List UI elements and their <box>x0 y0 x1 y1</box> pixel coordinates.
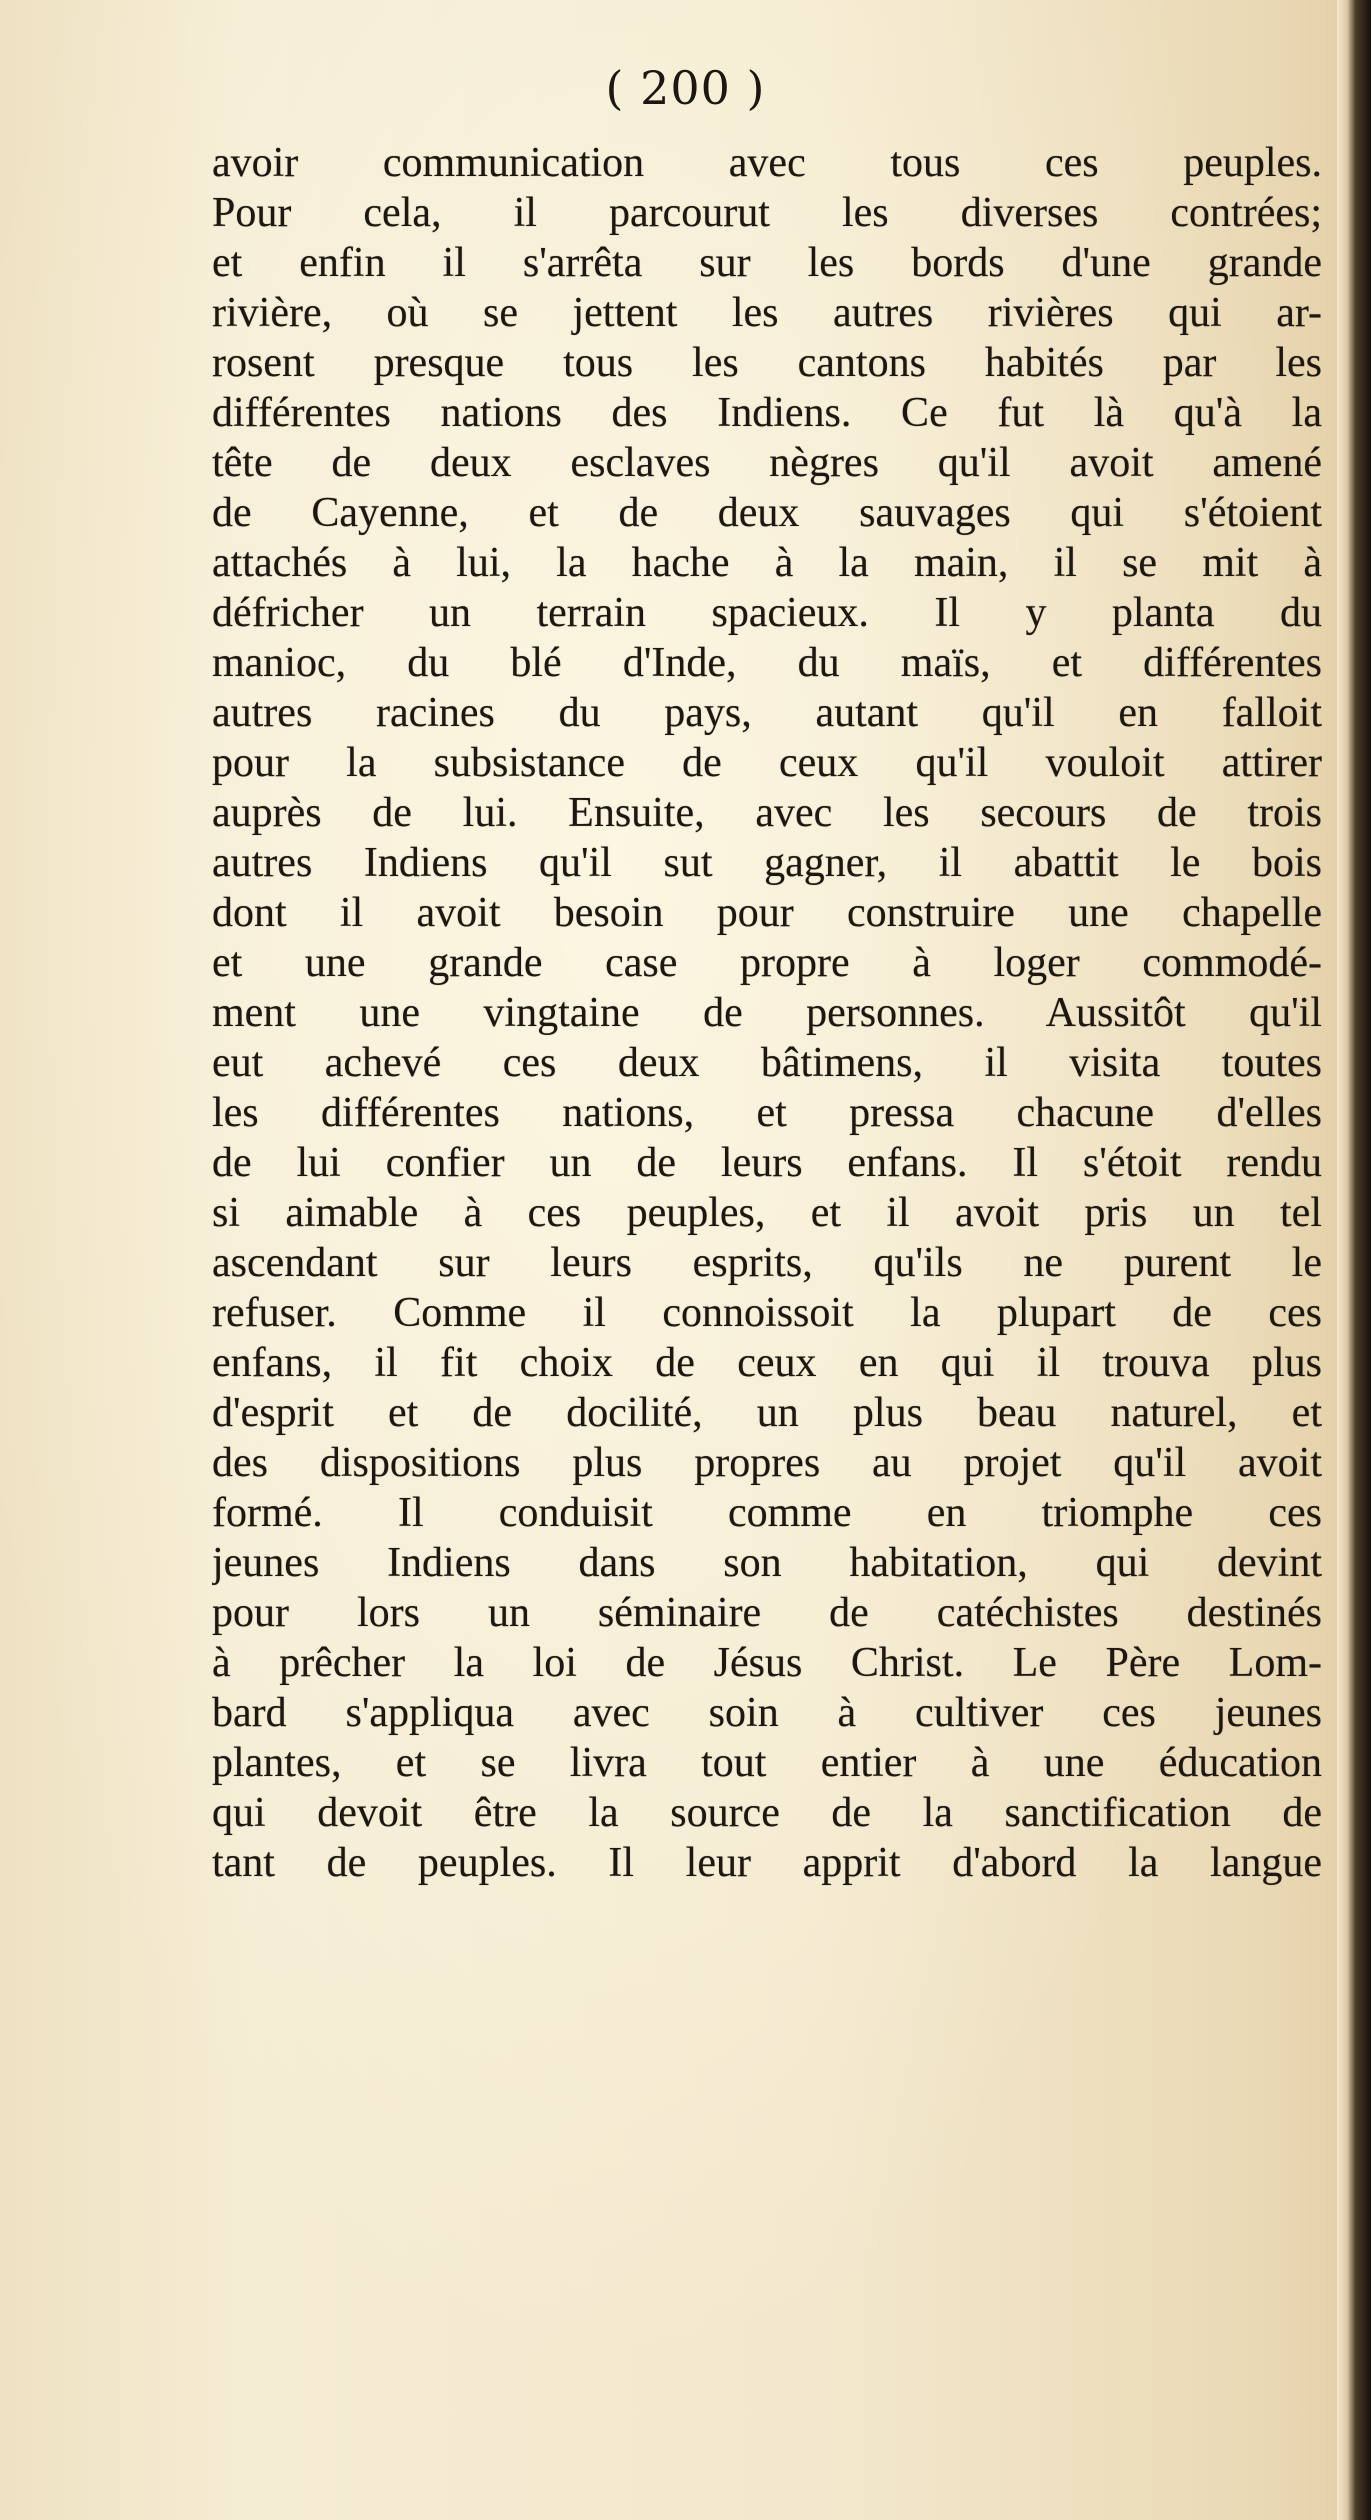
text-line: différentes nations des Indiens. Ce fut là qu'à la <box>212 390 1322 436</box>
text-line: pour la subsistance de ceux qu'il vouloit attirer <box>212 740 1322 786</box>
text-line: formé. Il conduisit comme en triomphe ces <box>212 1490 1322 1536</box>
text-line: et enfin il s'arrêta sur les bords d'une grande <box>212 240 1322 286</box>
text-line: à prêcher la loi de Jésus Christ. Le Père Lom- <box>212 1640 1322 1686</box>
text-line: qui devoit être la source de la sanctification de <box>212 1790 1322 1836</box>
text-line: attachés à lui, la hache à la main, il se mit à <box>212 540 1322 586</box>
text-line: défricher un terrain spacieux. Il y planta du <box>212 590 1322 636</box>
text-line: manioc, du blé d'Inde, du maïs, et différentes <box>212 640 1322 686</box>
text-line: de lui confier un de leurs enfans. Il s'étoit rendu <box>212 1140 1322 1186</box>
text-line: plantes, et se livra tout entier à une éducation <box>212 1740 1322 1786</box>
text-line: rosent presque tous les cantons habités par les <box>212 340 1322 386</box>
text-line: autres Indiens qu'il sut gagner, il abattit le bois <box>212 840 1322 886</box>
text-line: des dispositions plus propres au projet qu'il avoit <box>212 1440 1322 1486</box>
text-line: pour lors un séminaire de catéchistes destinés <box>212 1590 1322 1636</box>
text-line: refuser. Comme il connoissoit la plupart de ces <box>212 1290 1322 1336</box>
text-line: rivière, où se jettent les autres rivières qui ar- <box>212 290 1322 336</box>
text-line: jeunes Indiens dans son habitation, qui devint <box>212 1540 1322 1586</box>
text-line: enfans, il fit choix de ceux en qui il trouva plus <box>212 1340 1322 1386</box>
text-line: Pour cela, il parcourut les diverses contrées; <box>212 190 1322 236</box>
text-line: avoir communication avec tous ces peuples. <box>212 140 1322 186</box>
text-line: ascendant sur leurs esprits, qu'ils ne purent le <box>212 1240 1322 1286</box>
text-line: les différentes nations, et pressa chacune d'elles <box>212 1090 1322 1136</box>
book-spine-edge <box>1337 0 1371 2520</box>
text-line: auprès de lui. Ensuite, avec les secours de trois <box>212 790 1322 836</box>
text-line: si aimable à ces peuples, et il avoit pris un tel <box>212 1190 1322 1236</box>
text-line: tête de deux esclaves nègres qu'il avoit amené <box>212 440 1322 486</box>
text-line: de Cayenne, et de deux sauvages qui s'étoient <box>212 490 1322 536</box>
page-number-header: ( 200 ) <box>605 61 766 115</box>
text-line: autres racines du pays, autant qu'il en falloit <box>212 690 1322 736</box>
text-line: tant de peuples. Il leur apprit d'abord la langue <box>212 1840 1322 1886</box>
text-line: bard s'appliqua avec soin à cultiver ces jeunes <box>212 1690 1322 1736</box>
text-line: dont il avoit besoin pour construire une chapelle <box>212 890 1322 936</box>
text-line: d'esprit et de docilité, un plus beau naturel, et <box>212 1390 1322 1436</box>
body-text <box>212 138 1322 1888</box>
text-line: et une grande case propre à loger commodé- <box>212 940 1322 986</box>
text-line: ment une vingtaine de personnes. Aussitôt qu'il <box>212 990 1322 1036</box>
text-line: eut achevé ces deux bâtimens, il visita toutes <box>212 1040 1322 1086</box>
